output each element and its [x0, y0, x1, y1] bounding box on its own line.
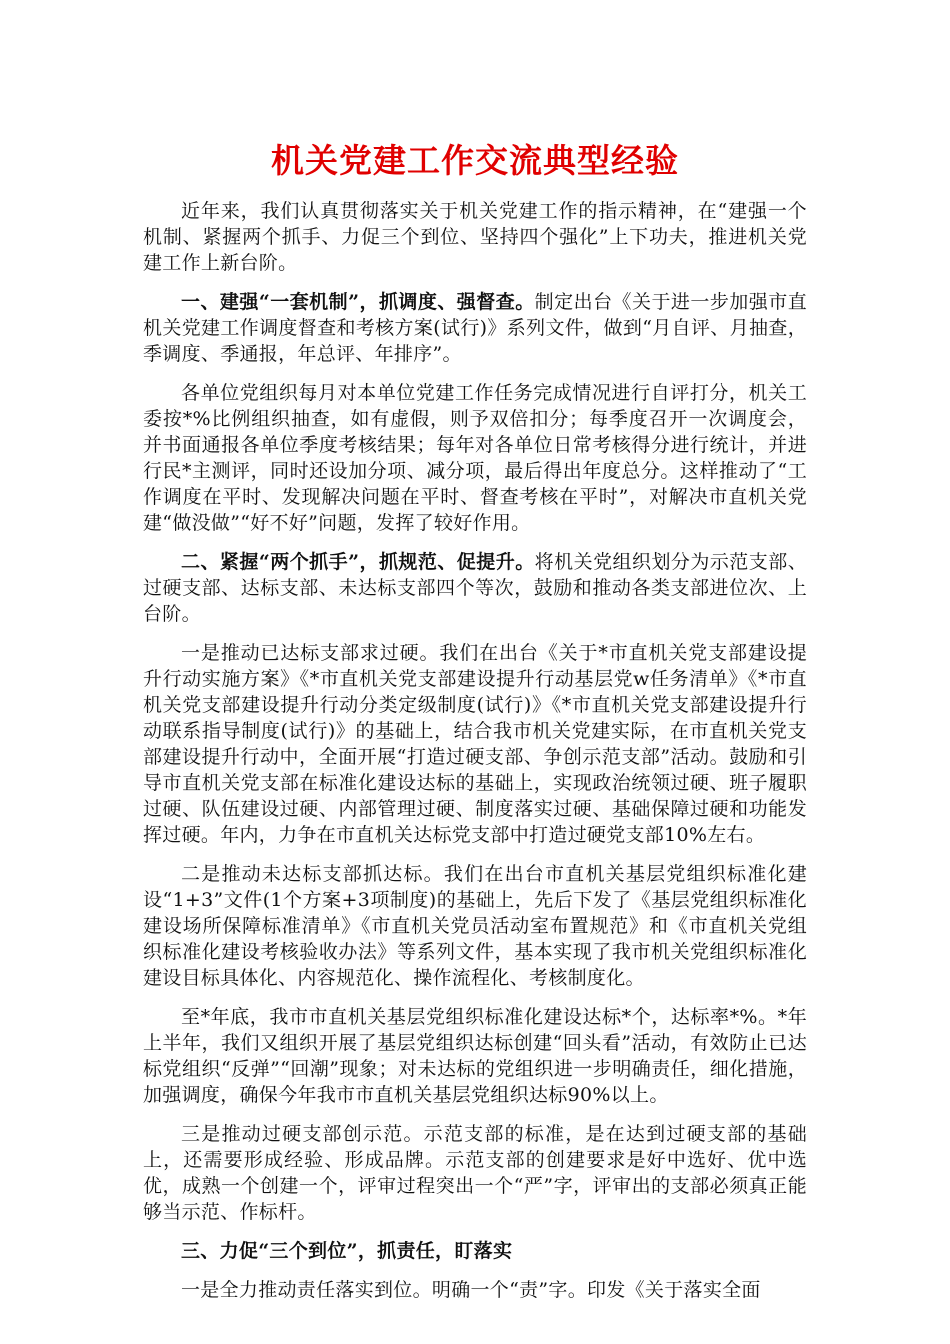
paragraph-text: 近年来，我们认真贯彻落实关于机关党建工作的指示精神，在“建强一个机制、紧握两个抓手、力促三个到位、坚持四个强化”上下功夫，推进机关党建工作上新台阶。 — [143, 200, 807, 274]
paragraph-intro — [143, 198, 807, 276]
paragraph-text: 一是推动已达标支部求过硬。我们在出台《关于*市直机关党支部建设提升行动实施方案》《*市直机关党支部建设提升行动基层党w任务清单》《*市直机关党支部建设提升行动分类定级制度(试行)》《*市直机关党支部建设提升行动联系指导制度(试行)》的基础上，结合我市机关党建实际，在市直机关党支部建设提升行动中，全面开展“打造过硬支部、争创示范支部”活动。鼓励和引导市直机关党支部在标准化建设达标的基础上，实现政治统领过硬、班子履职过硬、队伍建设过硬、内部管理过硬、制度落实过硬、基础保障过硬和功能发挥过硬。年内，力争在市直机关达标党支部中打造过硬党支部10%左右。 — [143, 642, 807, 846]
paragraph-section-2 — [143, 549, 807, 627]
paragraph-text: 二是推动未达标支部抓达标。我们在出台市直机关基层党组织标准化建设“1+3”文件(1个方案+3项制度)的基础上，先后下发了《基层党组织标准化建设场所保障标准清单》《市直机关党员活动室布置规范》和《市直机关党组织标准化建设考核验收办法》等系列文件，基本实现了我市机关党组织标准化建设目标具体化、内容规范化、操作流程化、考核制度化。 — [143, 863, 807, 989]
paragraph-text: 至*年底，我市市直机关基层党组织标准化建设达标*个，达标率*%。*年上半年，我们又组织开展了基层党组织达标创建“回头看”活动，有效防止已达标党组织“反弹”“回潮”现象；对未达标的党组织进一步明确责任，细化措施，加强调度，确保今年我市市直机关基层党组织达标90%以上。 — [143, 1006, 807, 1106]
section-heading-3: 三、力促“三个到位”，抓责任，盯落实 — [181, 1240, 513, 1262]
paragraph-text: 三是推动过硬支部创示范。示范支部的标准，是在达到过硬支部的基础上，还需要形成经验、形成品牌。示范支部的创建要求是好中选好、优中选优，成熟一个创建一个，评审过程突出一个“严”字，评审出的支部必须真正能够当示范、作标杆。 — [143, 1123, 807, 1223]
paragraph-body — [143, 380, 807, 536]
paragraph-body-last: 一是全力推动责任落实到位。明确一个“责”字。印发《关于落实全面 — [181, 1279, 761, 1301]
paragraph-section-1 — [143, 289, 807, 367]
section-heading-1: 一、建强“一套机制”，抓调度、强督查。 — [181, 291, 535, 313]
paragraph-body — [143, 640, 807, 848]
paragraph-text: 将机关党组织划分为示范支部、过硬支部、达标支部、未达标支部四个等次，鼓励和推动各类支部进位次、上台阶。 — [143, 551, 807, 625]
paragraph-text: 各单位党组织每月对本单位党建工作任务完成情况进行自评打分，机关工委按*%比例组织抽查，如有虚假，则予双倍扣分；每季度召开一次调度会，并书面通报各单位季度考核结果；每年对各单位日常考核得分进行统计，并进行民*主测评，同时还设加分项、减分项，最后得出年度总分。这样推动了“工作调度在平时、发现解决问题在平时、督查考核在平时”，对解决市直机关党建“做没做”“好不好”问题，发挥了较好作用。 — [143, 382, 807, 534]
section-heading-2: 二、紧握“两个抓手”，抓规范、促提升。 — [181, 551, 535, 573]
paragraph-body — [143, 1004, 807, 1108]
paragraph-text: 制定出台《关于进一步加强市直机关党建工作调度督查和考核方案(试行)》系列文件，做到“月自评、月抽查，季调度、季通报，年总评、年排序”。 — [143, 291, 807, 365]
document-title: 机关党建工作交流典型经验 — [271, 141, 679, 180]
paragraph-body — [143, 1121, 807, 1225]
paragraph-body — [143, 861, 807, 991]
